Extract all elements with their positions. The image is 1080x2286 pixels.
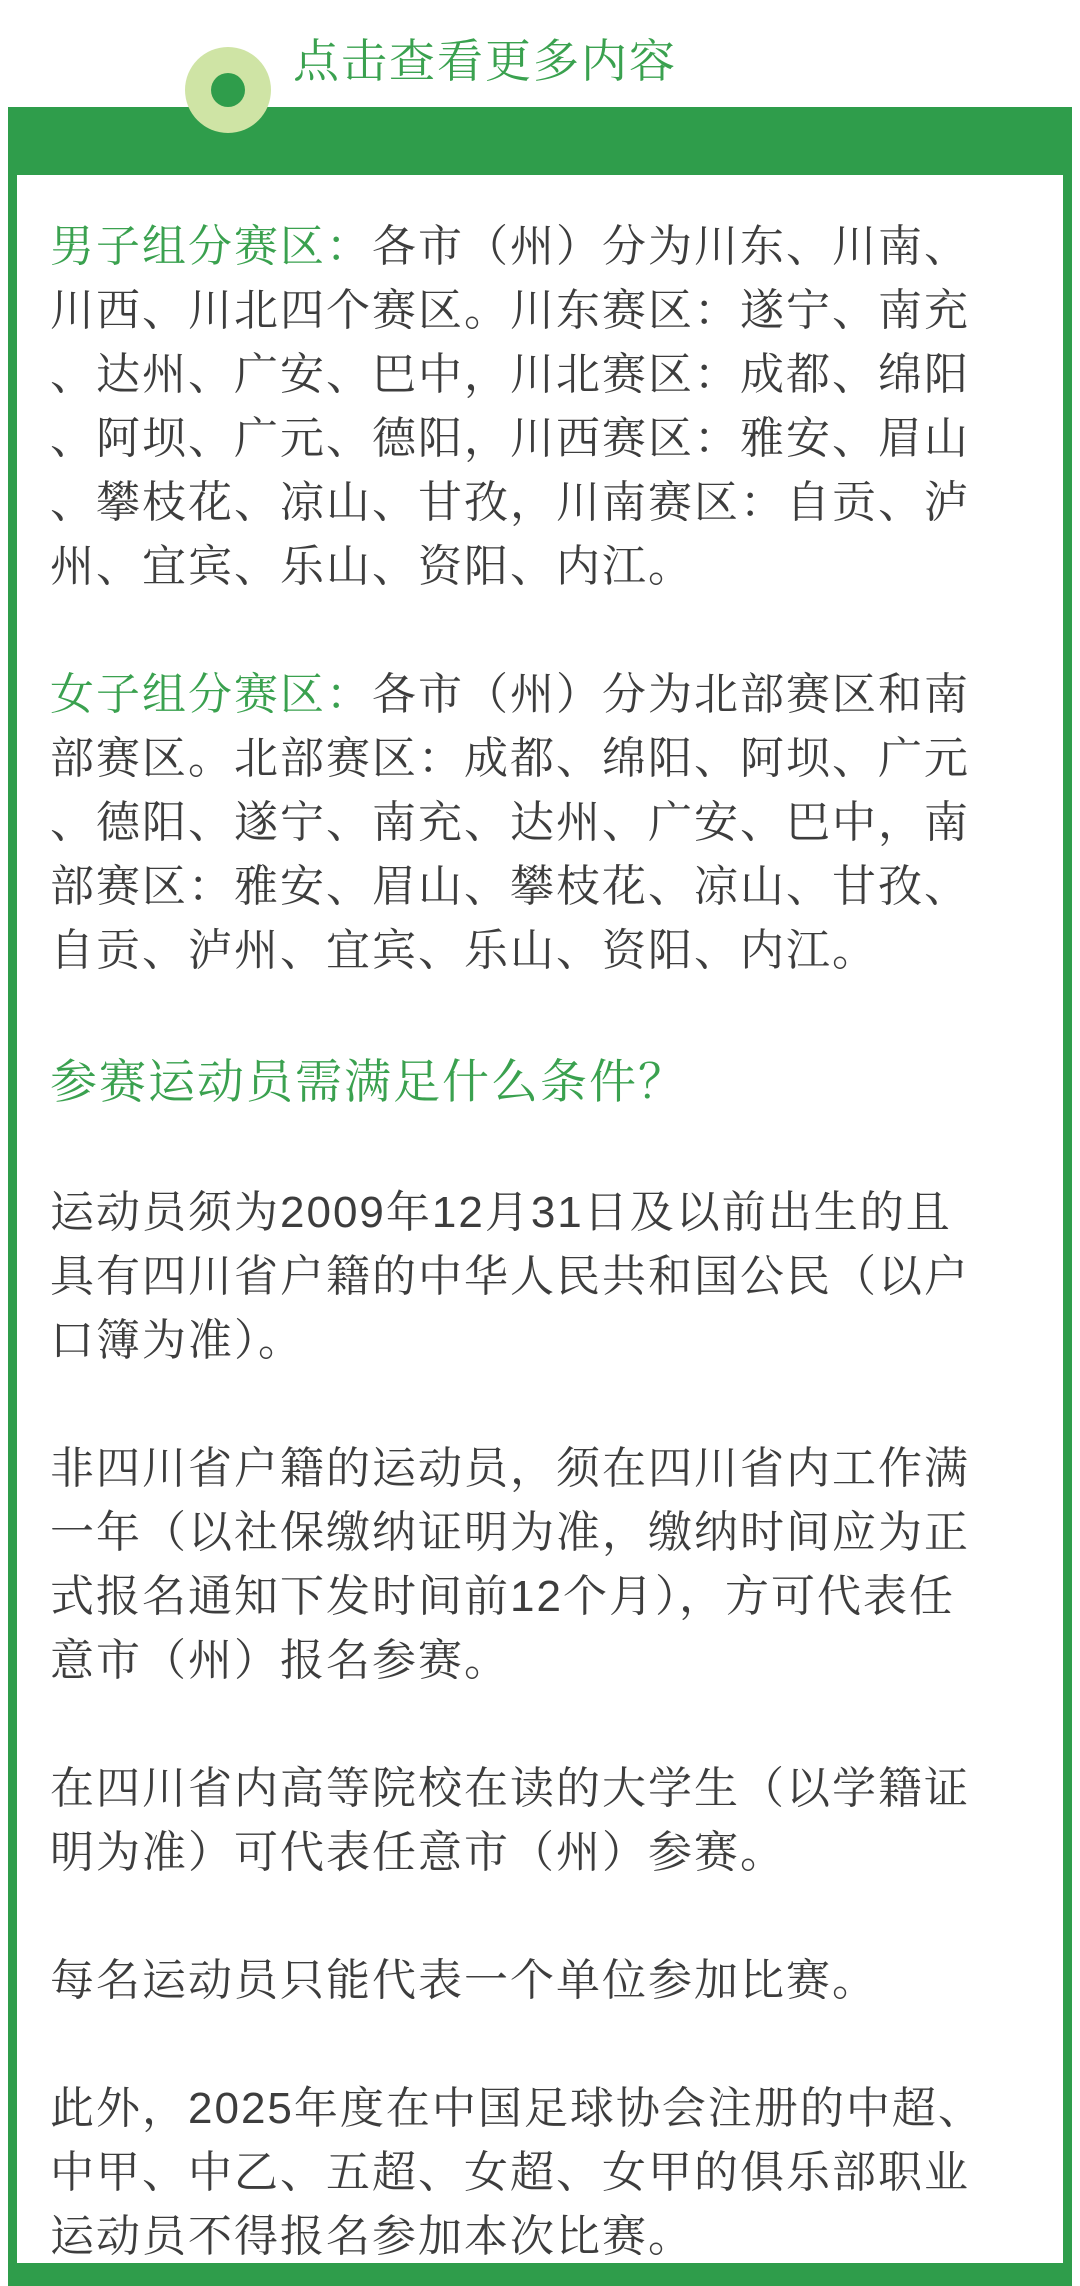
body-text: 部赛区：雅安、眉山、攀枝花、凉山、甘孜、 xyxy=(50,862,970,911)
body-text: 中甲、中乙、五超、女超、女甲的俱乐部职业 xyxy=(50,2148,970,2197)
paragraph xyxy=(50,215,1030,599)
concentric-dot-icon xyxy=(185,47,271,133)
paragraph xyxy=(50,1757,1030,1885)
body-text: 各市（州）分为川东、川南、 xyxy=(372,222,970,271)
view-more-header[interactable] xyxy=(0,0,1080,107)
highlight-text: 女子组分赛区： xyxy=(50,670,372,719)
text-line xyxy=(50,663,1030,727)
body-text: 意市（州）报名参赛。 xyxy=(50,1636,510,1685)
text-line xyxy=(50,1629,1030,1693)
text-line xyxy=(50,855,1030,919)
text-line xyxy=(50,1309,1030,1373)
text-line xyxy=(50,919,1030,983)
paragraph xyxy=(50,663,1030,983)
article-body xyxy=(50,215,1030,2263)
highlight-text: 男子组分赛区： xyxy=(50,222,372,271)
body-text: 、攀枝花、凉山、甘孜，川南赛区：自贡、泸 xyxy=(50,478,970,527)
text-line xyxy=(50,2141,1030,2205)
text-line xyxy=(50,471,1030,535)
body-text: 一年（以社保缴纳证明为准，缴纳时间应为正 xyxy=(50,1508,970,1557)
text-line xyxy=(50,1949,1030,2013)
body-text: 、达州、广安、巴中，川北赛区：成都、绵阳 xyxy=(50,350,970,399)
body-text: 具有四川省户籍的中华人民共和国公民（以户 xyxy=(50,1252,970,1301)
text-line xyxy=(50,343,1030,407)
dot-inner-circle xyxy=(211,73,245,107)
content-card xyxy=(17,175,1063,2263)
paragraph xyxy=(50,1949,1030,2013)
section-heading xyxy=(50,1047,1030,1117)
text-line xyxy=(50,1565,1030,1629)
text-line xyxy=(50,1501,1030,1565)
text-line xyxy=(50,1181,1030,1245)
body-text: 部赛区。北部赛区：成都、绵阳、阿坝、广元 xyxy=(50,734,970,783)
body-text: 州、宜宾、乐山、资阳、内江。 xyxy=(50,542,694,591)
text-line xyxy=(50,215,1030,279)
paragraph xyxy=(50,1181,1030,1373)
body-text: 运动员不得报名参加本次比赛。 xyxy=(50,2212,694,2261)
body-text: 川西、川北四个赛区。川东赛区：遂宁、南充 xyxy=(50,286,970,335)
highlight-text: 参赛运动员需满足什么条件？ xyxy=(50,1055,687,1108)
body-text: 各市（州）分为北部赛区和南 xyxy=(372,670,970,719)
body-text: 口簿为准）。 xyxy=(50,1316,304,1365)
text-line xyxy=(50,1757,1030,1821)
body-text: 在四川省内高等院校在读的大学生（以学籍证 xyxy=(50,1764,970,1813)
text-line xyxy=(50,407,1030,471)
body-text: 自贡、泸州、宜宾、乐山、资阳、内江。 xyxy=(50,926,878,975)
body-text: 、阿坝、广元、德阳，川西赛区：雅安、眉山 xyxy=(50,414,970,463)
body-text: 每名运动员只能代表一个单位参加比赛。 xyxy=(50,1956,878,2005)
paragraph xyxy=(50,2077,1030,2263)
body-text: 运动员须为2009年12月31日及以前出生的且 xyxy=(50,1188,952,1237)
text-line xyxy=(50,727,1030,791)
content-frame xyxy=(8,107,1072,2286)
paragraph xyxy=(50,1437,1030,1693)
text-line xyxy=(50,535,1030,599)
text-line xyxy=(50,791,1030,855)
text-line xyxy=(50,1821,1030,1885)
text-line xyxy=(50,279,1030,343)
body-text: 、德阳、遂宁、南充、达州、广安、巴中，南 xyxy=(50,798,970,847)
text-line xyxy=(50,1047,1030,1117)
body-text: 明为准）可代表任意市（州）参赛。 xyxy=(50,1828,786,1877)
text-line xyxy=(50,1437,1030,1501)
body-text: 此外，2025年度在中国足球协会注册的中超、 xyxy=(50,2084,984,2133)
text-line xyxy=(50,2077,1030,2141)
body-text: 非四川省户籍的运动员，须在四川省内工作满 xyxy=(50,1444,970,1493)
text-line xyxy=(50,1245,1030,1309)
body-text: 式报名通知下发时间前12个月），方可代表任 xyxy=(50,1572,955,1621)
text-line xyxy=(50,2205,1030,2263)
view-more-label: 点击查看更多内容 xyxy=(293,35,677,87)
